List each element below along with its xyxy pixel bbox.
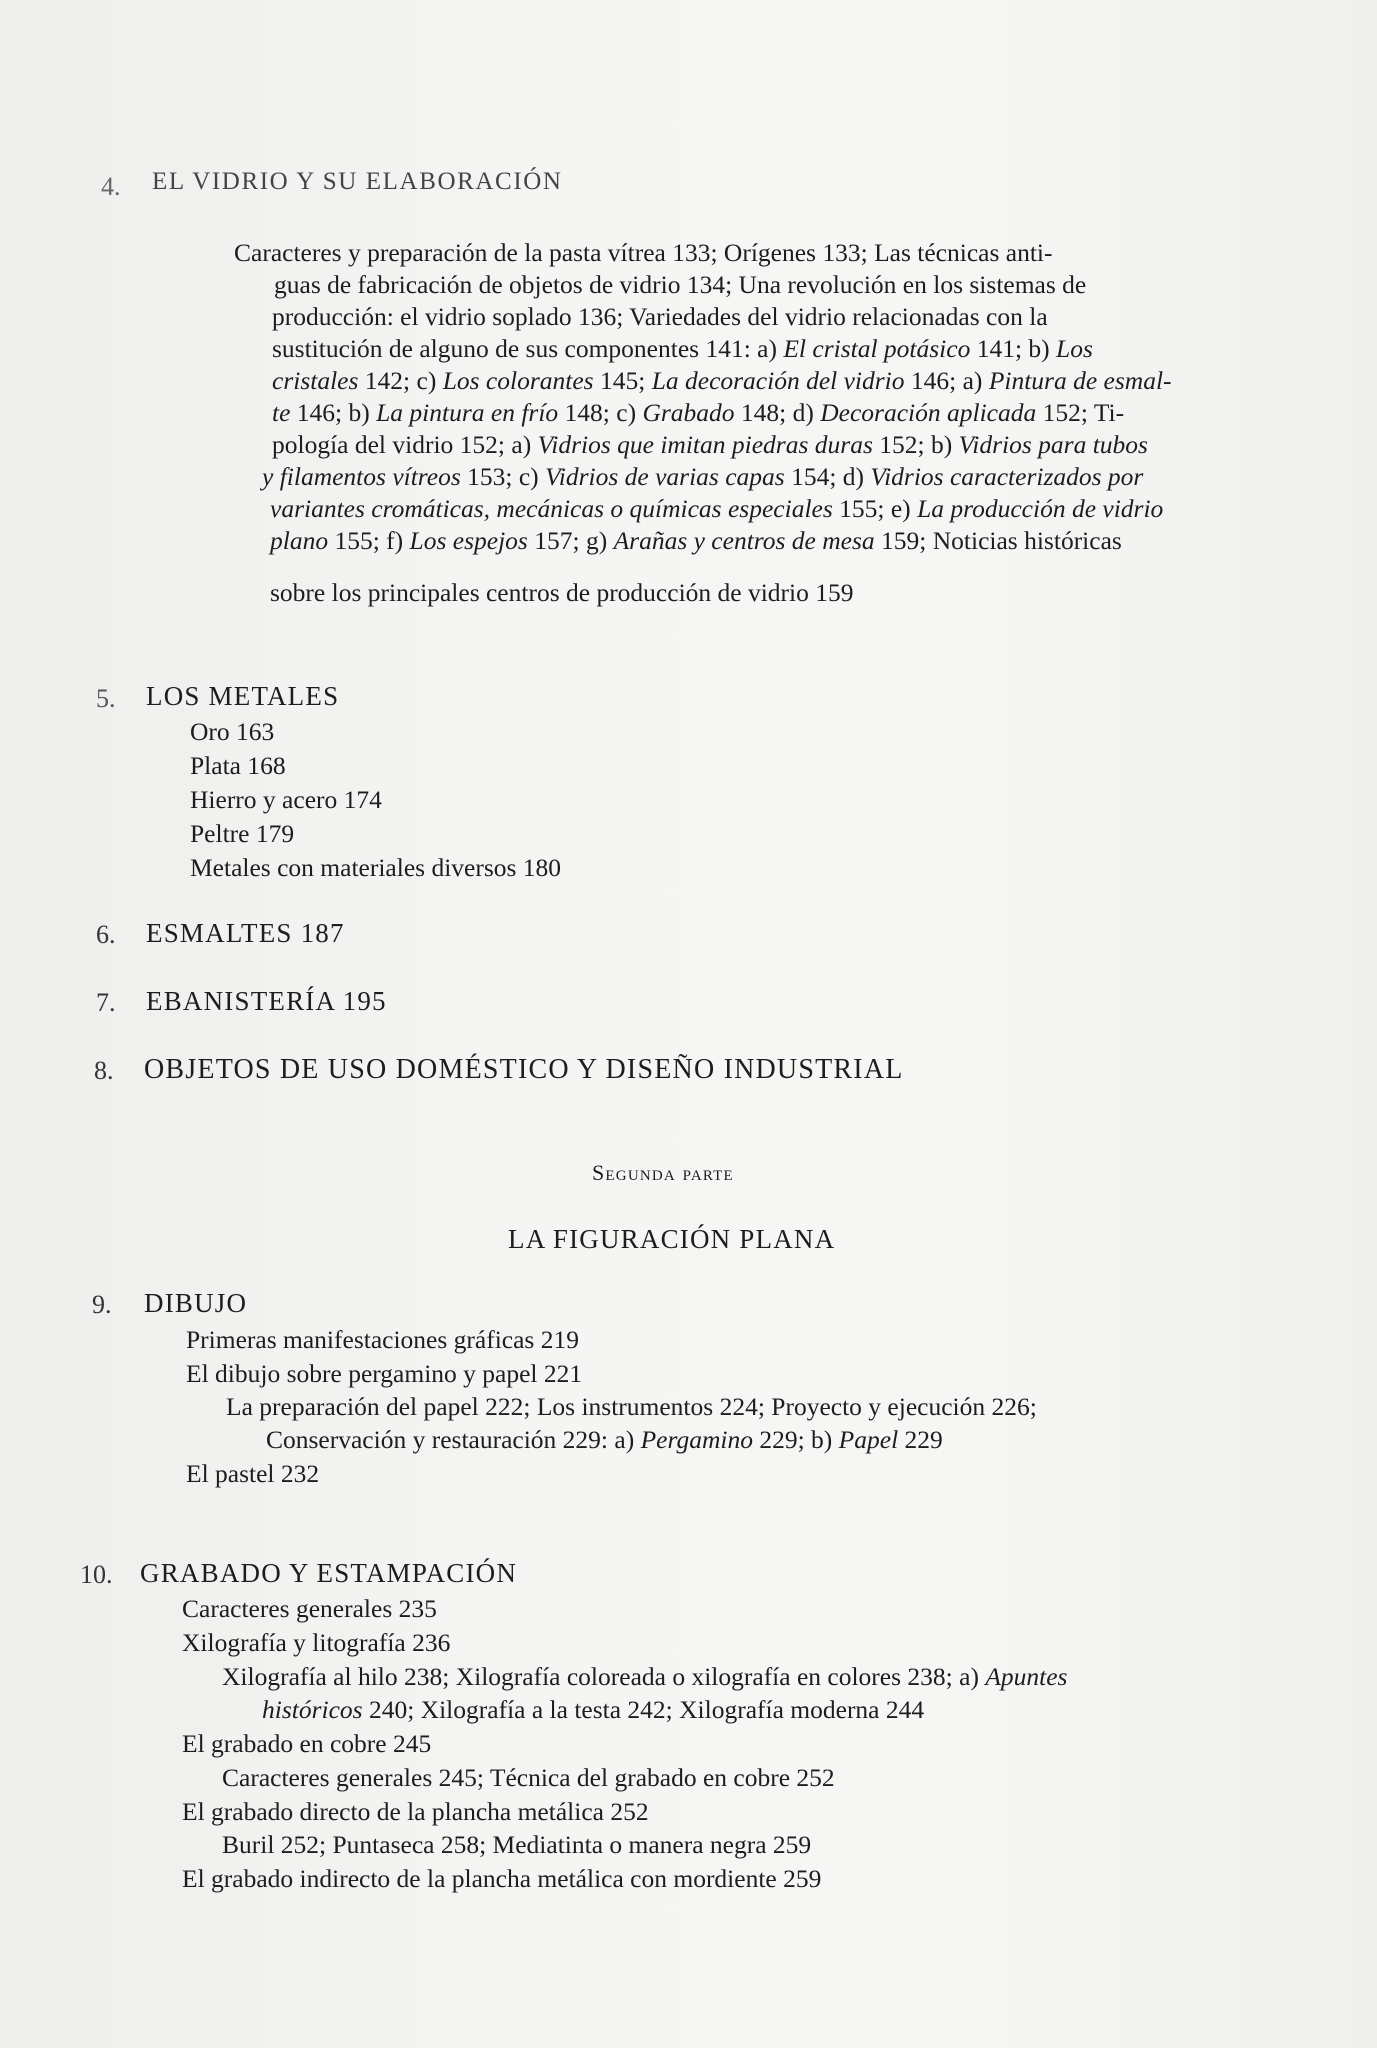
s10-sub-3: Caracteres generales 245; Técnica del grabado en cobre 252 — [222, 1763, 835, 1792]
section-4-number: 4. — [101, 172, 121, 201]
p4-line-6 — [272, 398, 1124, 428]
metal-item-3: Hierro y acero 174 — [190, 785, 382, 814]
s10-item-3: El grabado en cobre 245 — [182, 1729, 432, 1758]
italic-text: Pintura de esmal- — [988, 366, 1172, 395]
text: 152; Ti- — [1036, 398, 1125, 427]
section-6-title: ESMALTES 187 — [146, 918, 345, 948]
text: sustitución de alguno de sus componentes 141: a) — [272, 334, 784, 363]
s10-sub-1 — [222, 1662, 1067, 1692]
section-9-title: DIBUJO — [144, 1288, 248, 1318]
section-8-title: OBJETOS DE USO DOMÉSTICO Y DISEÑO INDUSTRIAL — [144, 1054, 904, 1085]
part-title: LA FIGURACIÓN PLANA — [508, 1224, 836, 1254]
metal-item-5: Metales con materiales diversos 180 — [190, 853, 562, 882]
s10-item-5: El grabado indirecto de la plancha metálica con mordiente 259 — [182, 1864, 822, 1893]
text: 148; d) — [734, 398, 821, 427]
s10-item-4: El grabado directo de la plancha metálica 252 — [182, 1797, 649, 1826]
p4-line-4 — [272, 334, 1093, 364]
italic-text: Apuntes — [985, 1662, 1068, 1691]
italic-text: Vidrios de varias capas — [545, 462, 785, 491]
italic-text: Papel — [838, 1425, 899, 1454]
italic-text: cristales — [272, 366, 359, 395]
section-6-number: 6. — [96, 920, 116, 949]
italic-text: variantes cromáticas, mecánicas o químicas especiales — [270, 494, 833, 523]
metal-item-4: Peltre 179 — [190, 819, 295, 848]
italic-text: Arañas y centros de mesa — [613, 526, 875, 555]
metal-item-2: Plata 168 — [190, 751, 286, 780]
italic-text: Los — [1056, 334, 1093, 363]
text: Conservación y restauración 229: a) — [266, 1425, 641, 1454]
italic-text: Pergamino — [640, 1425, 753, 1454]
p4-line-11: sobre los principales centros de producción de vidrio 159 — [270, 578, 854, 607]
s10-item-1: Caracteres generales 235 — [182, 1594, 437, 1623]
italic-text: plano — [270, 526, 329, 555]
italic-text: Vidrios caracterizados por — [870, 462, 1144, 491]
italic-text: te — [272, 398, 291, 427]
section-5-number: 5. — [96, 684, 116, 713]
text: 157; g) — [527, 526, 614, 555]
text: 146; b) — [290, 398, 377, 427]
p4-line-10 — [270, 526, 1122, 556]
p4-line-9 — [270, 494, 1163, 524]
text: 229; b) — [752, 1425, 839, 1454]
p4-line-5 — [272, 366, 1172, 396]
italic-text: Vidrios que imitan piedras duras — [537, 430, 873, 459]
text: 141; b) — [970, 334, 1057, 363]
p4-line-7 — [272, 430, 1148, 460]
text: 240; Xilografía a la testa 242; Xilografía moderna 244 — [362, 1695, 925, 1724]
text: 153; c) — [460, 462, 546, 491]
text: 148; c) — [558, 398, 643, 427]
s10-item-2: Xilografía y litografía 236 — [182, 1628, 451, 1657]
section-10-number: 10. — [80, 1560, 113, 1589]
italic-text: Decoración aplicada — [820, 398, 1037, 427]
p4-line-1: Caracteres y preparación de la pasta vítrea 133; Orígenes 133; Las técnicas anti- — [234, 238, 1053, 267]
part-label: Segunda parte — [592, 1160, 734, 1185]
section-7-title: EBANISTERÍA 195 — [146, 986, 387, 1016]
s9-sub-1: La preparación del papel 222; Los instrumentos 224; Proyecto y ejecución 226; — [226, 1392, 1037, 1421]
text: Xilografía al hilo 238; Xilografía coloreada o xilografía en colores 238; a) — [222, 1662, 986, 1691]
section-4-title: EL VIDRIO Y SU ELABORACIÓN — [152, 168, 563, 195]
italic-text: Los colorantes — [442, 366, 594, 395]
italic-text: La decoración del vidrio — [651, 366, 905, 395]
section-9-number: 9. — [92, 1290, 112, 1319]
text: 154; d) — [784, 462, 871, 491]
text: 152; b) — [872, 430, 959, 459]
text: 146; a) — [904, 366, 989, 395]
section-5-title: LOS METALES — [146, 681, 340, 711]
s9-item-1: Primeras manifestaciones gráficas 219 — [186, 1325, 579, 1354]
p4-line-8 — [262, 462, 1143, 492]
text: 229 — [898, 1425, 943, 1454]
s10-sub-2 — [262, 1695, 924, 1725]
italic-text: Vidrios para tubos — [958, 430, 1148, 459]
italic-text: y filamentos vítreos — [262, 462, 461, 491]
section-8-number: 8. — [94, 1056, 114, 1085]
italic-text: históricos — [262, 1695, 363, 1724]
s9-sub-2 — [266, 1425, 943, 1455]
text: 159; Noticias históricas — [874, 526, 1122, 555]
p4-line-3: producción: el vidrio soplado 136; Variedades del vidrio relacionadas con la — [272, 302, 1048, 331]
s9-item-2: El dibujo sobre pergamino y papel 221 — [186, 1359, 583, 1388]
s9-item-3: El pastel 232 — [186, 1459, 320, 1488]
text: pología del vidrio 152; a) — [272, 430, 538, 459]
text: 142; c) — [358, 366, 443, 395]
text: 155; f) — [328, 526, 410, 555]
s10-sub-4: Buril 252; Puntaseca 258; Mediatinta o manera negra 259 — [222, 1830, 812, 1859]
italic-text: Grabado — [642, 398, 735, 427]
text: 155; e) — [832, 494, 918, 523]
section-10-title: GRABADO Y ESTAMPACIÓN — [140, 1558, 518, 1588]
italic-text: La pintura en frío — [376, 398, 559, 427]
text: 145; — [593, 366, 652, 395]
p4-line-2: guas de fabricación de objetos de vidrio 134; Una revolución en los sistemas de — [274, 270, 1087, 299]
section-7-number: 7. — [96, 988, 116, 1017]
italic-text: Los espejos — [409, 526, 528, 555]
metal-item-1: Oro 163 — [190, 717, 275, 746]
italic-text: El cristal potásico — [783, 334, 971, 363]
italic-text: La producción de vidrio — [917, 494, 1164, 523]
